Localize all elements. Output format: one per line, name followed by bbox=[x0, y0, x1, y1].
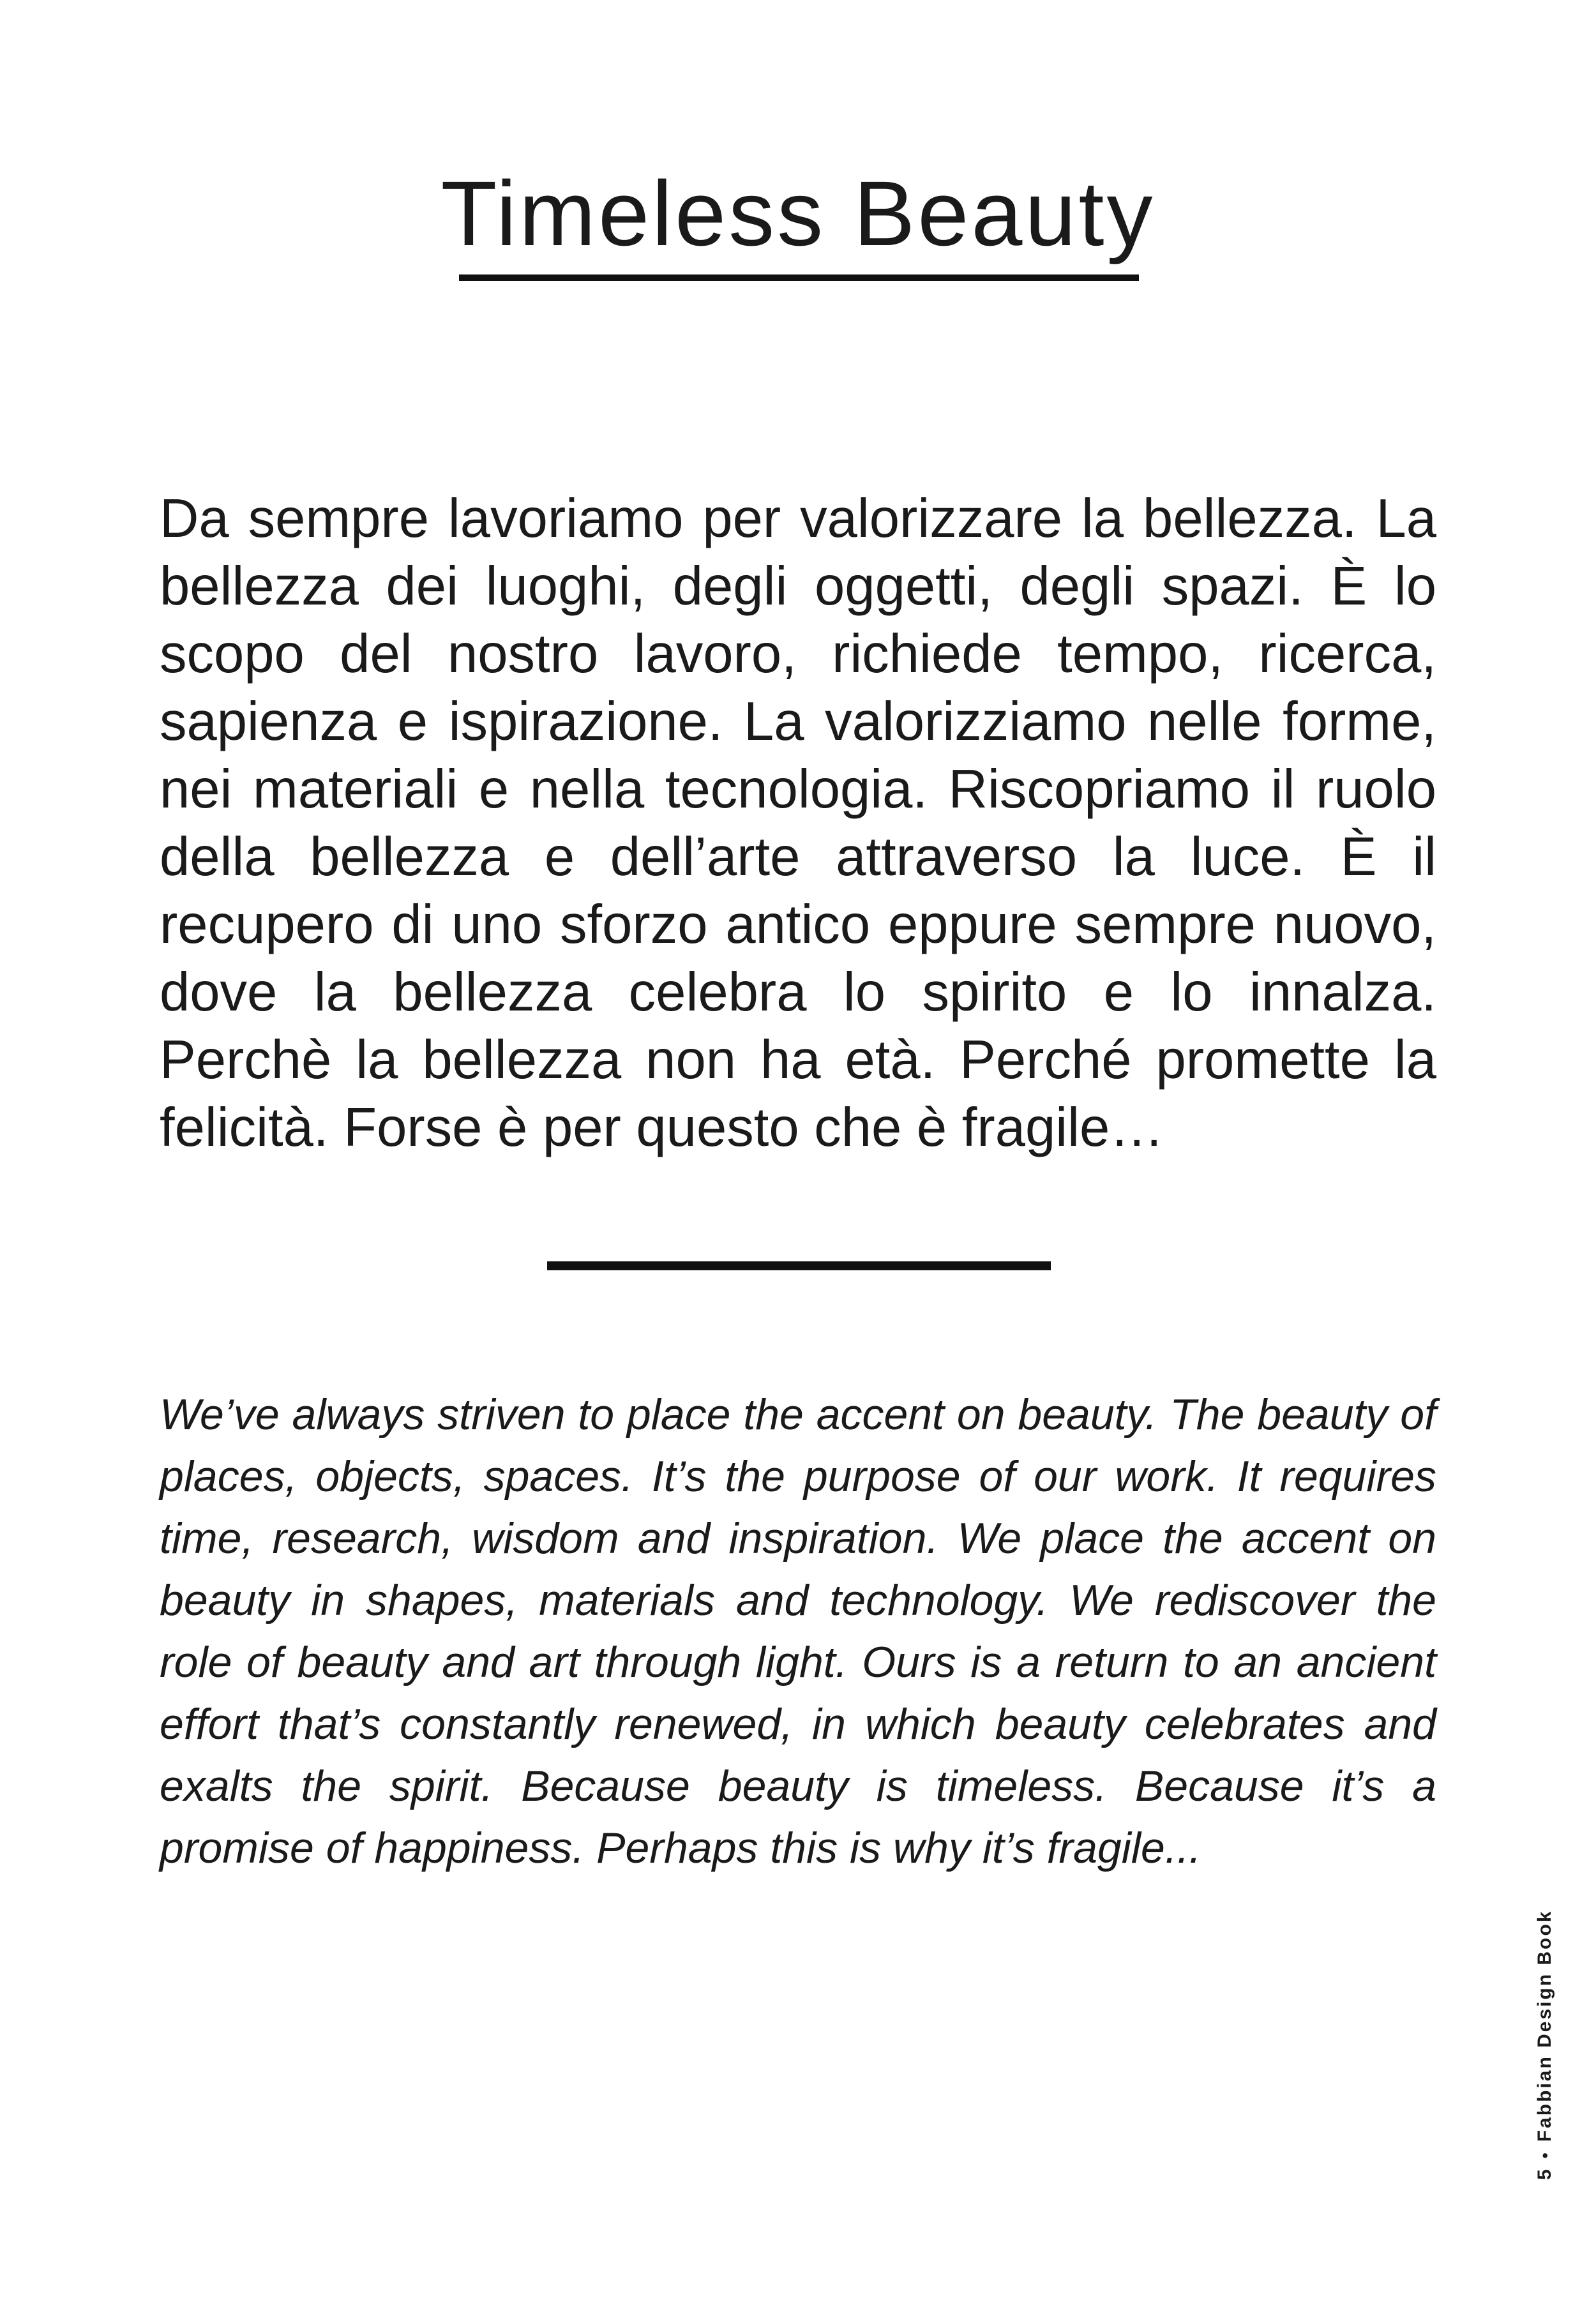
book-title: Fabbian Design Book bbox=[1534, 1909, 1555, 2142]
title-block bbox=[0, 160, 1596, 268]
title-underline bbox=[459, 274, 1139, 281]
footer-separator: • bbox=[1535, 2151, 1555, 2159]
page-number: 5 bbox=[1534, 2167, 1555, 2180]
page-title: Timeless Beauty bbox=[440, 162, 1156, 265]
section-divider bbox=[547, 1261, 1051, 1270]
italian-paragraph: Da sempre lavoriamo per valorizzare la bellezza. La bellezza dei luoghi, degli oggetti, degli spazi. È lo scopo del nostro lavoro, richiede tempo, ricerca, sapienza e ispirazione. La valorizziamo nelle forme, nei materiali e nella tecnologia. Riscopriamo il ruolo della bellezza e dell’arte attraverso la luce. È il recupero di uno sforzo antico eppure sempre nuovo, dove la bellezza celebra lo spirito e lo innalza. Perchè la bellezza non ha età. Perché promette la felicità. Forse è per questo che è fragile… bbox=[160, 488, 1436, 1158]
english-paragraph: We’ve always striven to place the accent on beauty. The beauty of places, objects, spaces. It’s the purpose of our work. It requires time, research, wisdom and inspiration. We place the accent on beauty in shapes, materials and technology. We rediscover the role of beauty and art through light. Ours is a return to an ancient effort that’s constantly renewed, in which beauty celebrates and exalts the spirit. Because beauty is timeless. Because it’s a promise of happiness. Perhaps this is why it’s fragile... bbox=[160, 1390, 1436, 1872]
page-footer bbox=[1532, 1910, 1558, 2181]
